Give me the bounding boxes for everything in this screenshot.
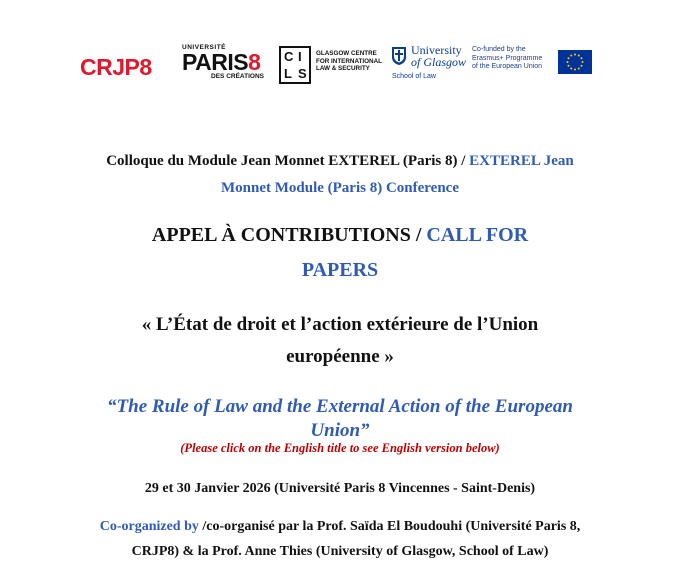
english-version-note: (Please click on the English title to see English version below): [180, 441, 500, 455]
paris8-name: [182, 51, 266, 73]
erasmus-line1: Co-funded by the: [472, 46, 526, 53]
eu-star-icon: [570, 68, 572, 70]
coorganizers-line-1: [0, 519, 680, 535]
appel-heading: [0, 224, 680, 247]
crjp8-logo: [80, 54, 152, 81]
glasgow-name-line1: University: [411, 43, 462, 57]
glasgow-school-label: School of Law: [392, 73, 436, 80]
eu-star-icon: [578, 68, 580, 70]
cils-logo-text: GLASGOW CENTRE FOR INTERNATIONAL LAW & SECURITY: [316, 50, 382, 72]
title-fr-line-2: européenne »: [286, 346, 394, 367]
crjp8-logo-text: CRJP8: [80, 54, 152, 80]
eu-star-icon: [568, 57, 570, 59]
erasmus-text: [472, 46, 556, 72]
paris8-name-a: PARIS: [182, 49, 249, 75]
paris8-sub-label: DES CRÉATIONS: [211, 73, 264, 80]
eu-star-icon: [581, 57, 583, 59]
cils-logo: [279, 46, 311, 84]
eu-star-icon: [578, 55, 580, 57]
title-en-link-line-2[interactable]: Union”: [310, 420, 370, 441]
cils-letter-l: L: [284, 66, 292, 81]
coorganizers-line-2: CRJP8) & la Prof. Anne Thies (University of Glasgow, School of Law): [131, 544, 549, 559]
paris8-univ-label: UNIVERSITÉ: [182, 44, 227, 51]
colloque-line-2: Monnet Module (Paris 8) Conference: [220, 180, 459, 196]
eu-star-icon: [567, 61, 569, 63]
glasgow-logo-name: [411, 44, 466, 68]
glasgow-crest-icon: [391, 46, 407, 66]
title-fr-line-1: « L’État de droit et l’action extérieure de l’Union: [141, 314, 539, 335]
papers-heading: PAPERS: [301, 259, 379, 281]
glasgow-name-line2: of Glasgow: [411, 55, 467, 69]
cils-letter-s: S: [298, 66, 307, 81]
coorganizers-text: /co-organisé par la Prof. Saïda El Boudouhi (Université Paris 8,: [198, 519, 581, 534]
colloque-line-1: [0, 153, 680, 170]
title-en-link-line-1[interactable]: “The Rule of Law and the External Action of the European: [107, 396, 573, 417]
event-dates: 29 et 30 Janvier 2026 (Université Paris 8 Vincennes - Saint-Denis): [144, 481, 536, 496]
colloque-fr: Colloque du Module Jean Monnet EXTEREL (Paris 8) /: [106, 153, 470, 169]
eu-star-icon: [574, 54, 576, 56]
eu-star-icon: [570, 55, 572, 57]
eu-star-icon: [582, 61, 584, 63]
paris8-logo: [182, 44, 266, 80]
eu-star-icon: [581, 65, 583, 67]
logo-bar: [0, 40, 680, 92]
colloque-en-part1: EXTEREL Jean: [469, 153, 574, 169]
appel-fr: APPEL À CONTRIBUTIONS /: [151, 224, 427, 246]
cils-letter-i: I: [298, 49, 302, 64]
cils-letter-c: C: [284, 49, 294, 64]
erasmus-line3: of the European Union: [472, 63, 543, 70]
eu-star-icon: [568, 65, 570, 67]
appel-en: CALL FOR: [426, 224, 529, 246]
eu-star-icon: [574, 69, 576, 71]
eu-flag-icon: [558, 50, 592, 74]
coorganized-by-label: Co-organized by: [99, 519, 199, 534]
paris8-name-b: 8: [248, 49, 261, 75]
erasmus-line2: Erasmus+ Programme: [472, 54, 543, 62]
